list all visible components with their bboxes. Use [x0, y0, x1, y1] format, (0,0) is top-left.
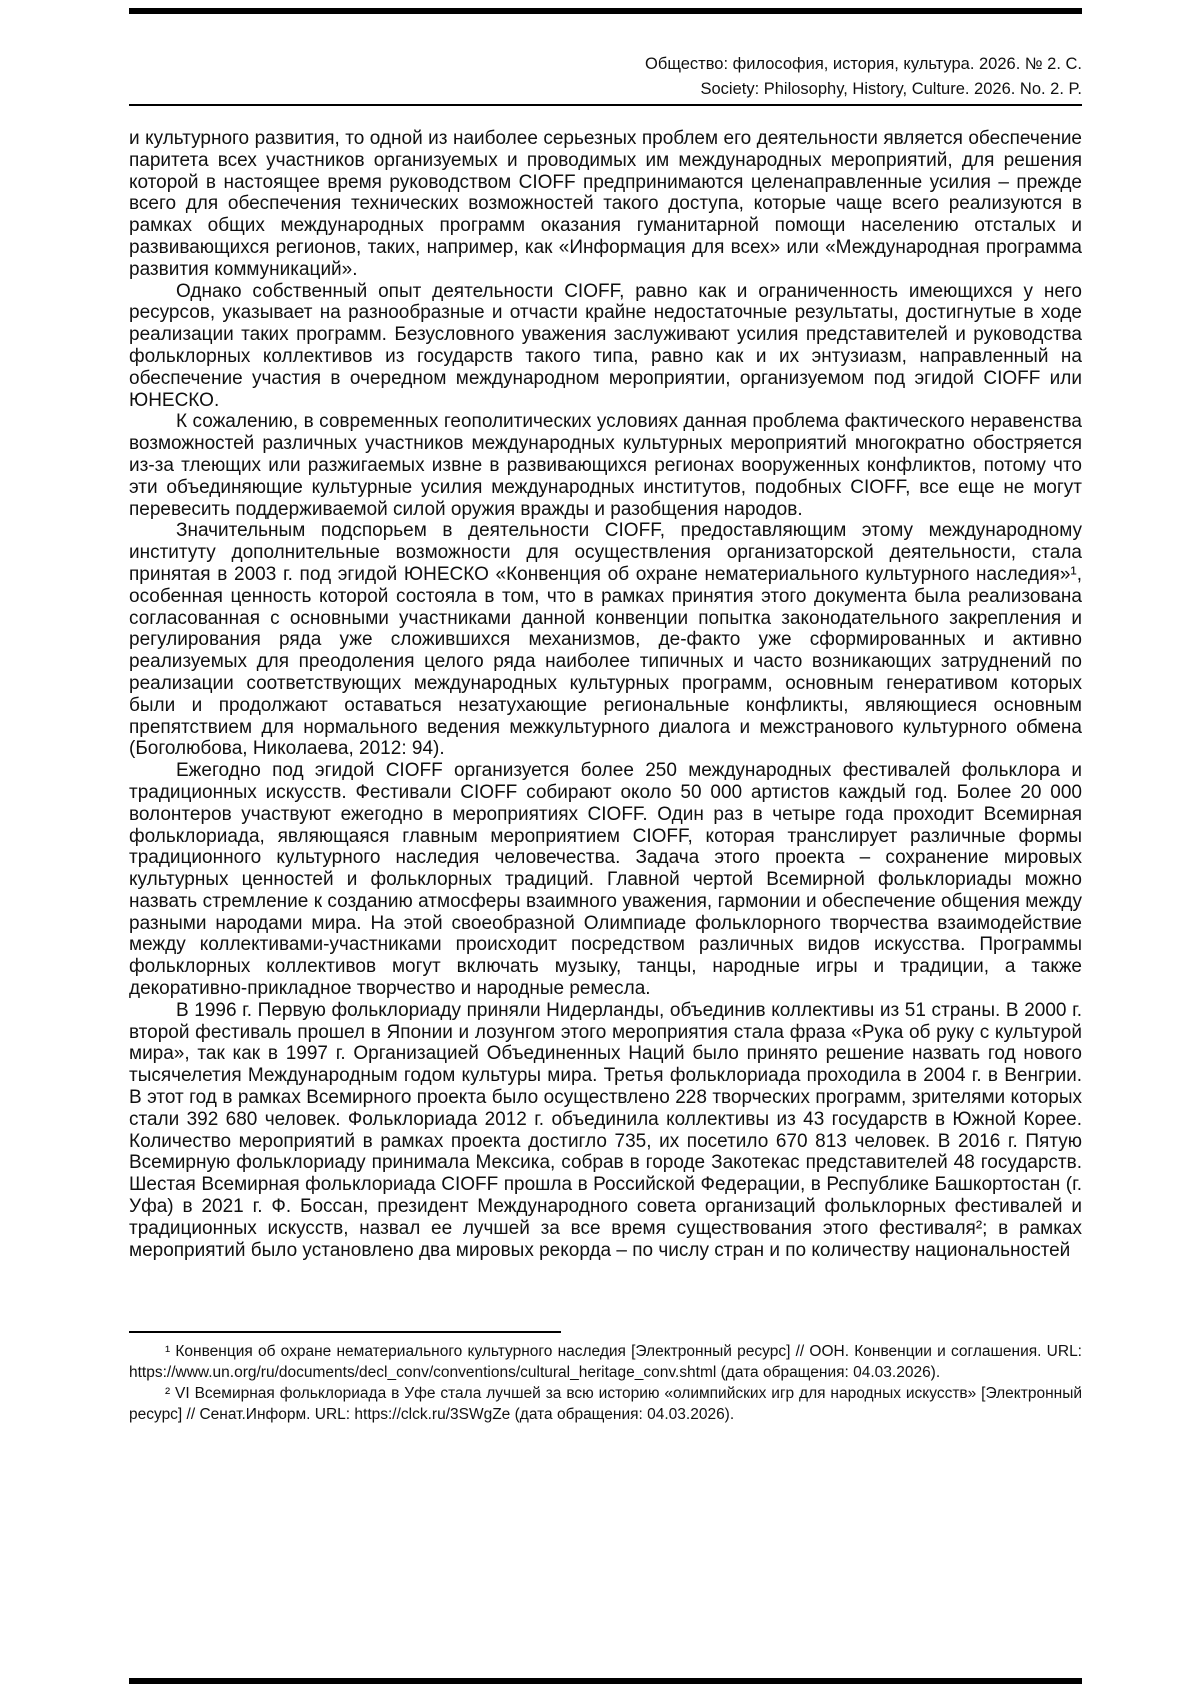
- paragraph: Ежегодно под эгидой CIOFF организуется более 250 международных фестивалей фольклора и традиционных искусств. Фестивали CIOFF собирают около 50 000 артистов каждый год. Более 20 000 волонтеров участвуют ежегодно в мероприятиях CIOFF. Один раз в четыре года проходит Всемирная фольклориада, являющаяся главным мероприятием CIOFF, которая транслирует различные формы традиционного культурного наследия человечества. Задача этого проекта – сохранение мировых культурных ценностей и фольклорных традиций. Главной чертой Всемирной фольклориады можно назвать стремление к созданию атмосферы взаимного уважения, гармонии и обеспечение общения между разными народами мира. На этой своеобразной Олимпиаде фольклорного творчества взаимодействие между коллективами-участниками происходит посредством различных видов искусства. Программы фольклорных коллективов могут включать музыку, танцы, народные игры и традиции, а также декоративно-прикладное творчество и народные ремесла.: [129, 760, 1082, 1000]
- paragraph: Значительным подспорьем в деятельности CIOFF, предоставляющим этому международному институту дополнительные возможности для осуществления организаторской деятельности, стала принятая в 2003 г. под эгидой ЮНЕСКО «Конвенция об охране нематериального культурного наследия»¹, особенная ценность которой состояла в том, что в рамках принятия этого документа была реализована согласованная с основными участниками данной конвенции попытка законодательного закрепления и регулирования ряда уже сложившихся механизмов, де-факто уже сформированных и активно реализуемых для преодоления целого ряда наиболее типичных и часто возникающих затруднений по реализации соответствующих международных культурных программ, основным генеративом которых были и продолжают оставаться незатухающие региональные конфликты, являющиеся основным препятствием для нормального ведения межкультурного диалога и межстранового культурного обмена (Боголюбова, Николаева, 2012: 94).: [129, 520, 1082, 760]
- journal-header: [129, 52, 1082, 102]
- paragraph: К сожалению, в современных геополитических условиях данная проблема фактического неравенства возможностей различных участников международных культурных мероприятий многократно обостряется из-за тлеющих или разжигаемых извне в развивающихся регионах вооруженных конфликтов, потому что эти объединяющие культурные усилия международных институтов, подобных CIOFF, все еще не могут перевесить поддерживаемой силой оружия вражды и разобщения народов.: [129, 411, 1082, 520]
- header-rule: [129, 104, 1082, 106]
- bottom-rule: [129, 1678, 1082, 1684]
- paragraph: В 1996 г. Первую фольклориаду приняли Нидерланды, объединив коллективы из 51 страны. В 2000 г. второй фестиваль прошел в Японии и лозунгом этого мероприятия стала фраза «Рука об руку с культурой мира», так как в 1997 г. Организацией Объединенных Наций было принято решение назвать год нового тысячелетия Международным годом культуры мира. Третья фольклориада проходила в 2004 г. в Венгрии. В этот год в рамках Всемирного проекта было осуществлено 228 творческих программ, зрителями которых стали 392 680 человек. Фольклориада 2012 г. объединила коллективы из 43 государств в Южной Корее. Количество мероприятий в рамках проекта достигло 735, их посетило 670 813 человек. В 2016 г. Пятую Всемирную фольклориаду принимала Мексика, собрав в городе Закотекас представителей 48 государств. Шестая Всемирная фольклориада CIOFF прошла в Российской Федерации, в Республике Башкортостан (г. Уфа) в 2021 г. Ф. Боссан, президент Международного совета организаций фольклорных фестивалей и традиционных искусств, назвал ее лучшей за все время существования этого фестиваля²; в рамках мероприятий было установлено два мировых рекорда – по числу стран и по количеству национальностей: [129, 999, 1082, 1261]
- paragraph-continued: и культурного развития, то одной из наиболее серьезных проблем его деятельности является обеспечение паритета всех участников организуемых и проводимых им международных мероприятий, для решения которой в настоящее время руководством CIOFF предпринимаются целенаправленные усилия – прежде всего для обеспечения технических возможностей такого доступа, которые чаще всего реализуются в рамках общих международных программ оказания гуманитарной помощи населению отсталых и развивающихся регионов, таких, например, как «Информация для всех» или «Международная программа развития коммуникаций».: [129, 128, 1082, 280]
- top-rule: [129, 8, 1082, 14]
- footnotes: [129, 1341, 1082, 1425]
- header-line-en: Society: Philosophy, History, Culture. 2026. No. 2. P.: [700, 80, 1082, 98]
- footnote-separator: [129, 1331, 561, 1333]
- article-body: [129, 128, 1082, 1261]
- footnote: ² VI Всемирная фольклориада в Уфе стала лучшей за всю историю «олимпийских игр для народных искусств» [Электронный ресурс] // Сенат.Информ. URL: https://clck.ru/3SWgZe (дата обращения: 04.03.2026).: [129, 1385, 1082, 1423]
- header-line-ru: Общество: философия, история, культура. 2026. № 2. С.: [645, 55, 1082, 73]
- paragraph: Однако собственный опыт деятельности CIOFF, равно как и ограниченность имеющихся у него ресурсов, указывает на разнообразные и отчасти крайне недостаточные результаты, достигнутые в ходе реализации таких программ. Безусловного уважения заслуживают усилия представителей и руководства фольклорных коллективов из государств такого типа, равно как и их энтузиазм, направленный на обеспечение участия в очередном международном мероприятии, организуемом под эгидой CIOFF или ЮНЕСКО.: [129, 280, 1082, 411]
- footnote: ¹ Конвенция об охране нематериального культурного наследия [Электронный ресурс] // ООН. Конвенции и соглашения. URL: https://www.un.org/ru/documents/decl_conv/conventions/cultural_heritage_conv.shtml (дата обращения: 04.03.2026).: [129, 1343, 1082, 1381]
